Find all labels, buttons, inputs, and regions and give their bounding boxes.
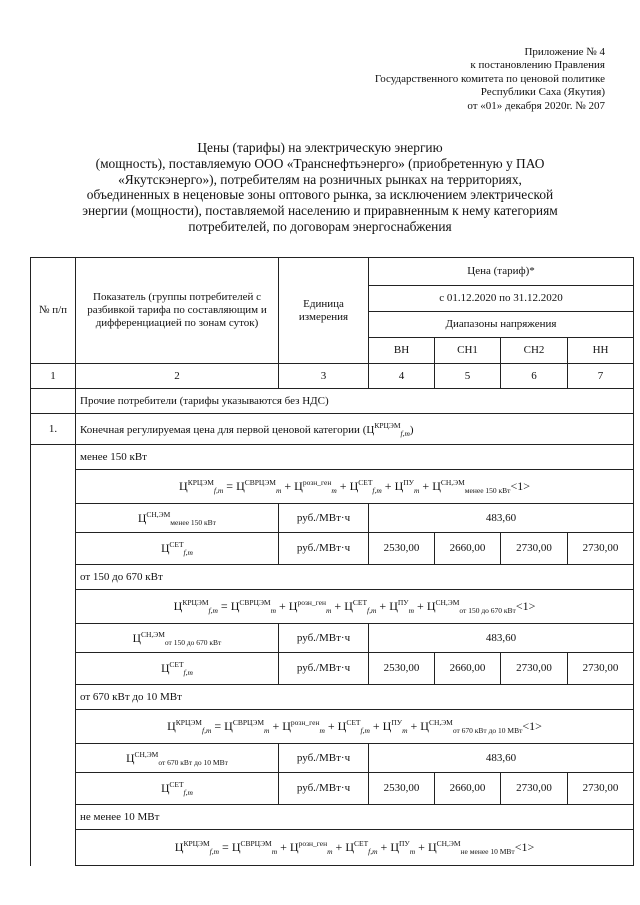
- title-line: потребителей, по договорам энергоснабжения: [188, 218, 452, 234]
- formula-part: СЕТ: [358, 478, 373, 487]
- formula-part: Ц: [420, 719, 429, 733]
- column-number: 3: [279, 364, 369, 389]
- formula-part: Ц: [294, 479, 303, 493]
- formula-part: f,m: [213, 486, 224, 495]
- formula-part: Ц: [427, 840, 437, 854]
- row1-close: ): [409, 423, 414, 436]
- sn-component-name: [76, 744, 279, 773]
- formula-part: СЕТ: [169, 780, 184, 789]
- set-value-sn1: 2660,00: [435, 653, 501, 685]
- group-label: от 150 до 670 кВт: [76, 565, 634, 590]
- sn-value: 483,60: [369, 504, 634, 533]
- formula-part: СН,ЭМ: [436, 839, 461, 848]
- formula-part: f,m: [360, 726, 370, 735]
- formula-part: СН,ЭМ: [428, 718, 453, 727]
- formula-part: СВРЦЭМ: [232, 718, 265, 727]
- unit-cell: руб./МВт·ч: [279, 744, 369, 773]
- formula-part: +: [280, 840, 287, 854]
- row1-sup: КРЦЭМ: [374, 420, 401, 430]
- sn-value: 483,60: [369, 624, 634, 653]
- formula-part: СЕТ: [169, 540, 184, 549]
- unit-cell: руб./МВт·ч: [279, 773, 369, 805]
- set-component-name: [76, 653, 279, 685]
- formula-part: +: [339, 479, 347, 493]
- formula-part: <1>: [515, 599, 536, 613]
- formula-part: m: [413, 486, 420, 495]
- row-number: 1.: [31, 414, 76, 445]
- title-line: Цены (тарифы) на электрическую энергию: [197, 140, 443, 155]
- formula-part: СЕТ: [354, 839, 369, 848]
- formula-part: m: [271, 847, 278, 856]
- title-line: энергии (мощности), поставляемой населению и приравненным к нему категориям: [82, 203, 558, 219]
- column-number: 4: [369, 364, 435, 389]
- title-line: (мощность), поставляемую ООО «Транснефтьэнерго» (приобретенную у ПАО: [95, 155, 545, 171]
- formula-part: ПУ: [391, 718, 403, 727]
- row1-symbol: Ц: [366, 423, 375, 436]
- title-line: «Якутскэнерго»), потребителям на розничных рынках на территориях,: [118, 171, 522, 187]
- formula-part: КРЦЭМ: [187, 478, 214, 487]
- group-formula: [76, 830, 634, 866]
- header-unit: Единица измерения: [279, 258, 369, 364]
- formula-part: Ц: [345, 840, 354, 854]
- unit-cell: руб./МВт·ч: [279, 653, 369, 685]
- voltage-sn2: СН2: [501, 338, 568, 364]
- formula-part: +: [327, 719, 335, 733]
- formula-part: ПУ: [397, 598, 409, 607]
- formula-part: +: [384, 479, 392, 493]
- formula-part: m: [409, 847, 416, 856]
- formula-part: Ц: [349, 479, 359, 493]
- formula-part: f,m: [183, 668, 193, 677]
- formula-range: от 150 до 670 кВт: [164, 637, 222, 647]
- sn-component-name: [76, 504, 279, 533]
- formula-part: +: [418, 840, 425, 854]
- formula-part: m: [319, 726, 325, 735]
- group-formula: [76, 590, 634, 624]
- row1-text: Конечная регулируемая цена для первой ценовой категории (: [80, 423, 367, 436]
- sn-component-name: [76, 624, 279, 653]
- column-number: 5: [435, 364, 501, 389]
- formula-part: розн_ген: [298, 839, 328, 848]
- formula-part: СН,ЭМ: [435, 598, 460, 607]
- set-value-sn2: 2730,00: [501, 533, 568, 565]
- empty-cell: [31, 445, 76, 866]
- formula-part: Ц: [432, 479, 441, 493]
- formula-part: Ц: [344, 599, 353, 613]
- document-title: [0, 140, 640, 235]
- formula-part: +: [334, 599, 342, 613]
- formula-part: +: [272, 719, 280, 733]
- formula-part: f,m: [208, 606, 218, 615]
- formula-part: m: [402, 726, 408, 735]
- header-line: от «01» декабря 2020г. № 207: [467, 99, 605, 112]
- formula-part: СВРЦЭМ: [240, 839, 272, 848]
- section-other-consumers: Прочие потребители (тарифы указываются без НДС): [76, 389, 634, 414]
- formula-part: =: [214, 719, 222, 733]
- formula-range: менее 150 кВт: [170, 517, 216, 527]
- group-formula: [76, 710, 634, 744]
- set-value-nn: 2730,00: [568, 533, 634, 565]
- formula-part: m: [326, 606, 332, 615]
- formula-range: не менее 10 МВт: [460, 847, 515, 856]
- formula-part: СВРЦЭМ: [244, 478, 276, 487]
- formula-part: <1>: [514, 840, 535, 854]
- formula-part: Ц: [282, 719, 291, 733]
- set-value-sn1: 2660,00: [435, 533, 501, 565]
- empty-cell: [31, 389, 76, 414]
- set-value-vn: 2530,00: [369, 653, 435, 685]
- formula-part: КРЦЭМ: [182, 598, 209, 607]
- formula-part: розн_ген: [290, 718, 320, 727]
- header-line: Государственного комитета по ценовой политике: [374, 72, 605, 85]
- formula-part: +: [372, 719, 380, 733]
- row1-title: [76, 414, 634, 445]
- formula-part: f,m: [367, 606, 377, 615]
- formula-part: Ц: [394, 479, 404, 493]
- voltage-sn1: СН1: [435, 338, 501, 364]
- set-value-nn: 2730,00: [568, 773, 634, 805]
- formula-part: Ц: [132, 632, 141, 645]
- formula-part: КРЦЭМ: [175, 718, 202, 727]
- formula-part: +: [284, 479, 292, 493]
- header-period: с 01.12.2020 по 31.12.2020: [369, 286, 634, 312]
- formula-part: m: [275, 486, 282, 495]
- header-indicator: Показатель (группы потребителей с разбивкой тарифа по составляющим и дифференциацией по зонам суток): [76, 258, 279, 364]
- set-value-sn1: 2660,00: [435, 773, 501, 805]
- formula-range: менее 150 кВт: [464, 486, 511, 495]
- formula-part: Ц: [167, 719, 176, 733]
- formula-range: от 670 кВт до 10 МВт: [158, 757, 228, 767]
- document-header: [375, 46, 605, 113]
- formula-part: Ц: [138, 512, 147, 525]
- formula-part: СЕТ: [346, 718, 361, 727]
- unit-cell: руб./МВт·ч: [279, 624, 369, 653]
- formula-part: +: [279, 599, 286, 613]
- formula-part: f,m: [209, 847, 220, 856]
- group-label: от 670 кВт до 10 МВт: [76, 685, 634, 710]
- formula-part: +: [335, 840, 343, 854]
- formula-part: СН,ЭМ: [134, 749, 159, 759]
- formula-part: розн_ген: [297, 598, 326, 607]
- row1-sub: f,m: [400, 428, 410, 438]
- header-line: Республики Саха (Якутия): [480, 86, 605, 99]
- formula-part: Ц: [390, 840, 399, 854]
- formula-part: Ц: [382, 719, 392, 733]
- voltage-nn: НН: [568, 338, 634, 364]
- group-formula: [76, 470, 634, 504]
- formula-part: Ц: [389, 599, 398, 613]
- formula-part: Ц: [179, 479, 188, 493]
- set-value-nn: 2730,00: [568, 653, 634, 685]
- formula-part: <1>: [510, 479, 530, 493]
- formula-part: Ц: [126, 752, 135, 765]
- column-number: 1: [31, 364, 76, 389]
- formula-part: +: [417, 599, 424, 613]
- set-value-vn: 2530,00: [369, 533, 435, 565]
- formula-part: Ц: [224, 719, 233, 733]
- formula-part: ПУ: [399, 839, 410, 848]
- formula-part: ПУ: [403, 478, 414, 487]
- title-line: объединенных в неценовые зоны оптового рынка, за исключением электрической: [86, 187, 554, 203]
- formula-part: СЕТ: [169, 660, 184, 669]
- formula-part: Ц: [230, 599, 240, 613]
- formula-part: Ц: [173, 599, 183, 613]
- formula-part: m: [327, 847, 333, 856]
- formula-part: Ц: [161, 543, 170, 555]
- formula-part: m: [331, 486, 337, 495]
- formula-part: f,m: [183, 548, 193, 557]
- column-number: 6: [501, 364, 568, 389]
- formula-part: Ц: [231, 840, 241, 854]
- formula-part: m: [270, 606, 276, 615]
- formula-part: Ц: [288, 599, 298, 613]
- set-value-sn2: 2730,00: [501, 773, 568, 805]
- formula-part: Ц: [174, 840, 184, 854]
- formula-part: СН,ЭМ: [146, 509, 171, 519]
- formula-part: m: [264, 726, 270, 735]
- header-price: Цена (тариф)*: [369, 258, 634, 286]
- formula-part: СН,ЭМ: [440, 478, 465, 487]
- formula-part: =: [220, 599, 228, 613]
- formula-part: Ц: [161, 663, 170, 675]
- set-component-name: [76, 773, 279, 805]
- formula-part: +: [380, 840, 388, 854]
- formula-part: +: [410, 719, 418, 733]
- formula-part: +: [379, 599, 387, 613]
- tariff-table: [30, 257, 634, 866]
- group-label: не менее 10 МВт: [76, 805, 634, 830]
- set-component-name: [76, 533, 279, 565]
- formula-part: Ц: [337, 719, 347, 733]
- formula-part: СЕТ: [352, 598, 368, 607]
- formula-part: СН,ЭМ: [140, 629, 165, 639]
- sn-value: 483,60: [369, 744, 634, 773]
- formula-part: =: [226, 479, 234, 493]
- formula-part: f,m: [201, 726, 212, 735]
- voltage-vn: ВН: [369, 338, 435, 364]
- formula-part: СВРЦЭМ: [239, 598, 271, 607]
- formula-part: Ц: [236, 479, 245, 493]
- formula-part: f,m: [368, 847, 378, 856]
- set-value-vn: 2530,00: [369, 773, 435, 805]
- column-number: 2: [76, 364, 279, 389]
- formula-part: <1>: [522, 719, 542, 733]
- set-value-sn2: 2730,00: [501, 653, 568, 685]
- formula-part: f,m: [372, 486, 382, 495]
- formula-part: Ц: [161, 783, 170, 795]
- formula-part: Ц: [289, 840, 299, 854]
- header-num: № п/п: [31, 258, 76, 364]
- formula-part: Ц: [426, 599, 436, 613]
- header-line: к постановлению Правления: [470, 59, 605, 72]
- unit-cell: руб./МВт·ч: [279, 504, 369, 533]
- formula-range: от 670 кВт до 10 МВт: [452, 726, 523, 735]
- formula-part: m: [408, 606, 415, 615]
- formula-range: от 150 до 670 кВт: [459, 606, 516, 615]
- formula-part: =: [222, 840, 229, 854]
- group-label: менее 150 кВт: [76, 445, 634, 470]
- formula-part: f,m: [183, 788, 193, 797]
- formula-part: розн_ген: [302, 478, 332, 487]
- header-voltage-ranges: Диапазоны напряжения: [369, 312, 634, 338]
- column-number: 7: [568, 364, 634, 389]
- formula-part: +: [422, 479, 430, 493]
- formula-part: КРЦЭМ: [183, 839, 210, 848]
- header-line: Приложение № 4: [524, 46, 605, 58]
- unit-cell: руб./МВт·ч: [279, 533, 369, 565]
